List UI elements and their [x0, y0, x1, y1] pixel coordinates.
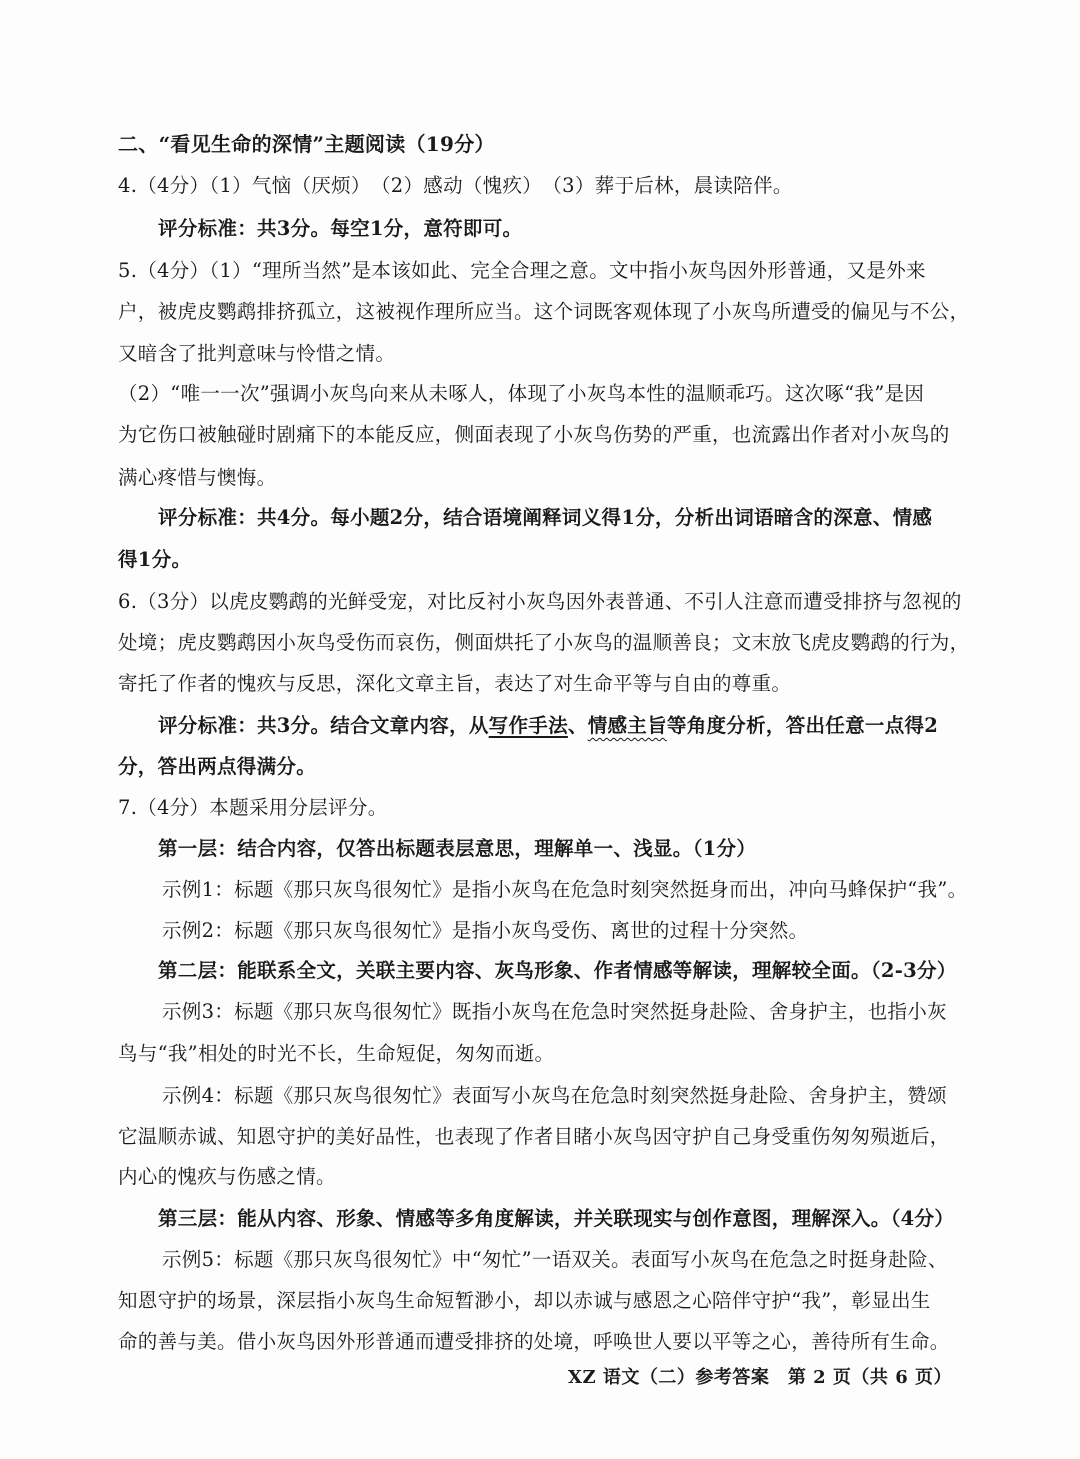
q5-line-6: 满心疼惜与懊悔。 — [118, 466, 277, 489]
q7-example-4-line-1: 示例4：标题《那只灰鸟很匆忙》表面写小灰鸟在危急时刻突然挺身赴险、舍身护主，赞颂 — [162, 1084, 947, 1107]
q7-example-5-line-1: 示例5：标题《那只灰鸟很匆忙》中“匆忙”一语双关。表面写小灰鸟在危急之时挺身赴险、 — [162, 1248, 948, 1271]
q4-answer: 4.（4分）（1）气恼（厌烦） （2）感动（愧疚） （3）葬于后林，晨读陪伴。 — [118, 174, 793, 197]
q7-example-3-line-2: 鸟与“我”相处的时光不长，生命短促，匆匆而逝。 — [118, 1042, 555, 1065]
q7-example-2: 示例2：标题《那只灰鸟很匆忙》是指小灰鸟受伤、离世的过程十分突然。 — [162, 919, 809, 942]
q5-line-2: 户，被虎皮鹦鹉排挤孤立，这被视作理所应当。这个词既客观体现了小灰鸟所遭受的偏见与不公， — [118, 300, 970, 323]
q7-example-1: 示例1：标题《那只灰鸟很匆忙》是指小灰鸟在危急时刻突然挺身而出，冲向马蜂保护“我”。 — [162, 878, 968, 901]
q5-criteria-1: 评分标准：共4分。每小题2分，结合语境阐释词义得1分，分析出词语暗含的深意、情感 — [158, 506, 933, 529]
q6-line-3: 寄托了作者的愧疚与反思，深化文章主旨，表达了对生命平等与自由的尊重。 — [118, 672, 792, 695]
q7-example-5-line-2: 知恩守护的场景，深层指小灰鸟生命短暂渺小，却以赤诚与感恩之心陪伴守护“我”，彰显出生 — [118, 1289, 931, 1312]
q6-criteria-1-part-a: 评分标准：共3分。结合文章内容，从 — [158, 714, 489, 737]
q7-intro: 7.（4分）本题采用分层评分。 — [118, 796, 388, 819]
q6-line-1: 6.（3分）以虎皮鹦鹉的光鲜受宠，对比反衬小灰鸟因外表普通、不引人注意而遭受排挤与忽视的 — [118, 590, 962, 613]
q6-criteria-1-part-c: 等角度分析，答出任意一点得2 — [666, 714, 939, 737]
page-footer: XZ 语文（二）参考答案 第 2 页（共 6 页） — [568, 1367, 952, 1388]
q5-line-4: （2）“唯一一次”强调小灰鸟向来从未啄人，体现了小灰鸟本性的温顺乖巧。这次啄“我”是因 — [118, 382, 925, 405]
q7-layer-2: 第二层：能联系全文，关联主要内容、灰鸟形象、作者情感等解读，理解较全面。（2-3分） — [158, 959, 957, 982]
q7-example-3-line-1: 示例3：标题《那只灰鸟很匆忙》既指小灰鸟在危急时突然挺身赴险、舍身护主，也指小灰 — [162, 1000, 947, 1023]
q7-example-4-line-2: 它温顺赤诚、知恩守护的美好品性，也表现了作者目睹小灰鸟因守护自己身受重伤匆匆殒逝后， — [118, 1125, 950, 1148]
q7-example-4-line-3: 内心的愧疚与伤感之情。 — [118, 1165, 336, 1188]
q5-line-1: 5.（4分）（1）“理所当然”是本该如此、完全合理之意。文中指小灰鸟因外形普通，又是外来 — [118, 259, 926, 282]
q6-criteria-2: 分，答出两点得满分。 — [118, 755, 317, 778]
q5-line-3: 又暗含了批判意味与怜惜之情。 — [118, 342, 396, 365]
q5-criteria-2: 得1分。 — [118, 548, 192, 571]
q7-layer-3: 第三层：能从内容、形象、情感等多角度解读，并关联现实与创作意图，理解深入。（4分） — [158, 1207, 955, 1230]
q6-criteria-underline-writing: 写作手法 — [488, 714, 568, 737]
q6-criteria-underline-emotion: 情感主旨 — [587, 714, 667, 737]
q7-example-5-line-3: 命的善与美。借小灰鸟因外形普通而遭受排挤的处境，呼唤世人要以平等之心，善待所有生命。 — [118, 1330, 950, 1353]
q5-line-5: 为它伤口被触碰时剧痛下的本能反应，侧面表现了小灰鸟伤势的严重，也流露出作者对小灰鸟的 — [118, 423, 950, 446]
q6-criteria-1 — [158, 713, 938, 739]
q6-criteria-1-part-b: 、 — [567, 714, 588, 737]
q4-criteria: 评分标准：共3分。每空1分，意符即可。 — [158, 217, 523, 240]
q7-layer-1: 第一层：结合内容，仅答出标题表层意思，理解单一、浅显。（1分） — [158, 837, 757, 860]
q6-line-2: 处境；虎皮鹦鹉因小灰鸟受伤而哀伤，侧面烘托了小灰鸟的温顺善良；文末放飞虎皮鹦鹉的行为， — [118, 631, 970, 654]
section-title: 二、“看见生命的深情”主题阅读（19分） — [118, 132, 495, 156]
